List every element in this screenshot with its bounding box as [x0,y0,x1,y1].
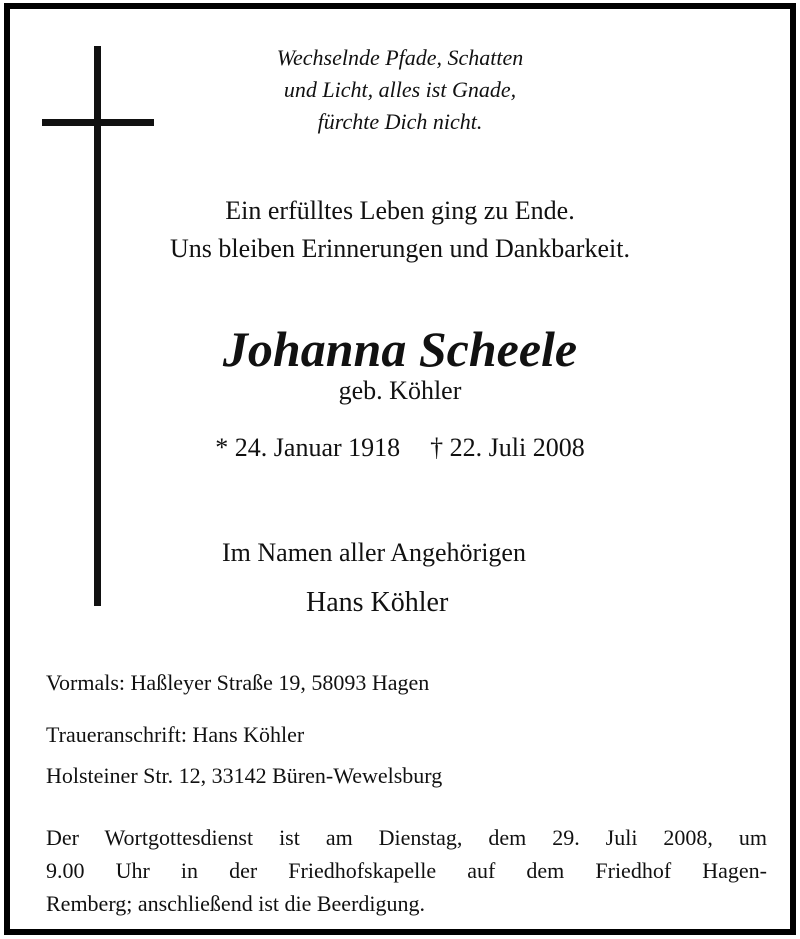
former-address: Vormals: Haßleyer Straße 19, 58093 Hagen [46,670,430,695]
service-info [46,821,767,920]
intro-text [150,192,650,268]
motto [150,42,650,138]
signoff-text: Im Namen aller Angehörigen [222,538,526,567]
intro-line: Uns bleiben Erinnerungen und Dankbarkeit. [170,234,630,263]
motto-line: und Licht, alles ist Gnade, [283,77,517,102]
life-dates [130,431,670,465]
death-date: † 22. Juli 2008 [430,433,585,462]
service-line: 9.00 Uhr in der Friedhofskapelle auf dem Friedhof Hagen- [46,858,767,883]
service-line: Der Wortgottesdienst ist am Dienstag, dem 29. Juli 2008, um [46,825,767,850]
deceased-name: Johanna Scheele [222,321,578,377]
intro-line: Ein erfülltes Leben ging zu Ende. [225,196,575,225]
mourning-address-label: Traueranschrift: Hans Köhler [46,722,305,747]
mourning-address: Holsteiner Str. 12, 33142 Büren-Wewelsburg [46,763,443,788]
maiden-name: geb. Köhler [338,376,462,405]
birth-date: * 24. Januar 1918 [215,433,401,462]
motto-line: Wechselnde Pfade, Schatten [276,45,524,70]
cross-icon-bar [42,119,154,126]
cross-icon [94,46,101,606]
obituary-frame [4,3,796,935]
signer-name: Hans Köhler [306,587,449,618]
service-line: Remberg; anschließend ist die Beerdigung. [46,891,426,916]
motto-line: fürchte Dich nicht. [317,109,483,134]
